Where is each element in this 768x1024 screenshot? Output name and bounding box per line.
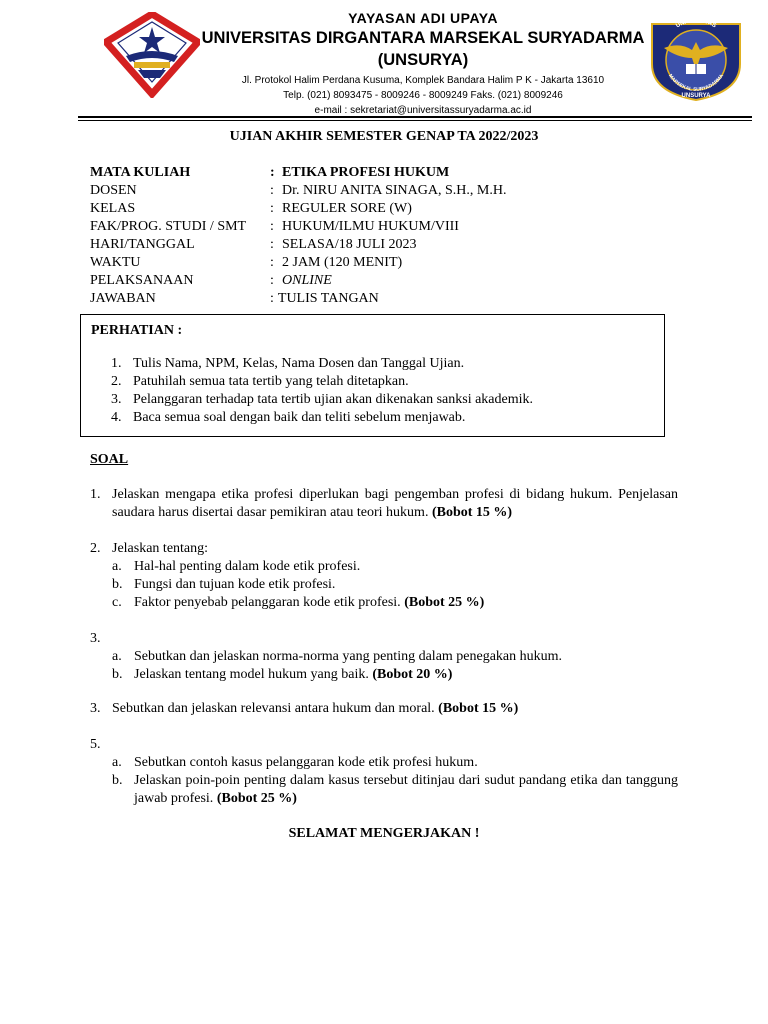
question-weight: (Bobot 15 %) — [438, 701, 519, 716]
question-text: Jelaskan tentang: — [112, 541, 209, 556]
question-text — [112, 700, 678, 718]
sub-question-label: b. — [112, 667, 123, 682]
sub-question-body: Jelaskan poin-poin penting dalam kasus tersebut ditinjau dari sudut pandang etika dan tanggung jawab profesi. — [134, 773, 678, 806]
info-label: KELAS — [90, 201, 136, 216]
question-body: Sebutkan dan jelaskan relevansi antara hukum dan moral. — [112, 701, 439, 716]
notice-item-text: Tulis Nama, NPM, Kelas, Nama Dosen dan Tanggal Ujian. — [133, 356, 465, 371]
university-abbr: (UNSURYA) — [377, 51, 469, 69]
info-label: HARI/TANGGAL — [90, 237, 195, 252]
info-label: JAWABAN — [90, 291, 156, 306]
letterhead-text — [200, 8, 646, 118]
sub-question-label: b. — [112, 577, 123, 592]
logo-yayasan — [104, 12, 200, 98]
sub-question-text — [134, 666, 678, 684]
info-row-answer — [90, 290, 506, 308]
question-5 — [90, 736, 678, 808]
info-value: 2 JAM (120 MENIT) — [282, 255, 403, 270]
email: e-mail : sekretariat@universitassuryadarma.ac.id — [314, 105, 532, 116]
notice-item-number: 3. — [111, 392, 122, 407]
info-label: WAKTU — [90, 255, 141, 270]
question-2 — [90, 540, 678, 612]
sub-question — [112, 648, 678, 666]
info-row-course — [90, 164, 506, 182]
question-weight: (Bobot 20 %) — [372, 667, 453, 682]
info-colon: : — [270, 273, 274, 288]
logo-unsurya — [648, 14, 744, 102]
logo-right-bottom-text: UNSURYA — [681, 93, 711, 99]
question-number: 3. — [90, 631, 101, 646]
sub-question-label: c. — [112, 595, 122, 610]
notice-list — [111, 355, 533, 427]
info-value: SELASA/18 JULI 2023 — [282, 237, 417, 252]
sub-question — [112, 666, 678, 684]
address: Jl. Protokol Halim Perdana Kusuma, Komplek Bandara Halim P K - Jakarta 13610 — [241, 75, 605, 86]
info-colon: : — [270, 255, 274, 270]
notice-item — [111, 409, 533, 427]
info-label: PELAKSANAAN — [90, 273, 194, 288]
questions-heading: SOAL — [90, 452, 129, 467]
question-1 — [90, 486, 678, 522]
sub-question — [112, 594, 678, 612]
sub-question — [112, 576, 678, 594]
sub-question-label: a. — [112, 755, 122, 770]
sub-question — [112, 558, 678, 576]
info-label: FAK/PROG. STUDI / SMT — [90, 219, 247, 234]
sub-question-text — [134, 772, 678, 808]
question-text — [112, 486, 678, 522]
question-number: 1. — [90, 487, 101, 502]
question-3 — [90, 630, 678, 684]
question-number: 3. — [90, 701, 101, 716]
header-rule-thin — [78, 120, 752, 121]
sub-question-label: a. — [112, 649, 122, 664]
info-value: TULIS TANGAN — [277, 291, 379, 306]
info-row-date — [90, 236, 506, 254]
info-colon: : — [270, 219, 274, 234]
info-row-lecturer — [90, 182, 506, 200]
sub-question-body: Faktor penyebab pelanggaran kode etik profesi. — [134, 595, 405, 610]
info-label: MATA KULIAH — [90, 165, 191, 180]
info-row-time — [90, 254, 506, 272]
university-name: UNIVERSITAS DIRGANTARA MARSEKAL SURYADARMA — [201, 29, 645, 47]
sub-question-text: Hal-hal penting dalam kode etik profesi. — [134, 559, 361, 574]
header-rule-thick — [78, 116, 752, 118]
sub-question-label: a. — [112, 559, 122, 574]
info-colon: : — [270, 201, 274, 216]
info-colon: : — [270, 165, 275, 180]
sub-question-label: b. — [112, 773, 123, 788]
notice-heading: PERHATIAN : — [91, 323, 183, 338]
sub-question — [112, 772, 678, 808]
logo-right-top-text: UNIVERSITAS — [675, 17, 717, 30]
question-weight: (Bobot 15 %) — [431, 505, 513, 520]
exam-title: UJIAN AKHIR SEMESTER GENAP TA 2022/2023 — [229, 129, 539, 144]
info-row-mode — [90, 272, 506, 290]
info-label: DOSEN — [90, 183, 137, 198]
notice-item-text: Baca semua soal dengan baik dan teliti sebelum menjawab. — [133, 410, 466, 425]
notice-item-text: Pelanggaran terhadap tata tertib ujian akan dikenakan sanksi akademik. — [133, 392, 534, 407]
sub-question-text: Sebutkan dan jelaskan norma-norma yang penting dalam penegakan hukum. — [134, 649, 563, 664]
question-number: 5. — [90, 737, 101, 752]
notice-item — [111, 373, 533, 391]
info-colon: : — [270, 237, 274, 252]
info-row-faculty — [90, 218, 506, 236]
notice-item-text: Patuhilah semua tata tertib yang telah ditetapkan. — [133, 374, 409, 389]
phone: Telp. (021) 8093475 - 8009246 - 8009249 Faks. (021) 8009246 — [283, 90, 563, 101]
notice-item — [111, 391, 533, 409]
info-value: ONLINE — [282, 273, 332, 288]
notice-item-number: 2. — [111, 374, 122, 389]
info-value: HUKUM/ILMU HUKUM/VIII — [282, 219, 459, 234]
info-colon: : — [270, 291, 274, 306]
info-row-class — [90, 200, 506, 218]
sub-question-body: Jelaskan tentang model hukum yang baik. — [134, 667, 373, 682]
info-colon: : — [270, 183, 274, 198]
foundation-name: YAYASAN ADI UPAYA — [348, 10, 498, 26]
logo-right-mid-text: MARSEKAL SURYADARMA — [666, 73, 726, 93]
sub-question-text — [134, 594, 678, 612]
sub-question-text: Sebutkan contoh kasus pelanggaran kode etik profesi hukum. — [134, 755, 478, 770]
info-value: Dr. NIRU ANITA SINAGA, S.H., M.H. — [282, 183, 507, 198]
notice-item-number: 1. — [111, 356, 122, 371]
info-value: REGULER SORE (W) — [282, 201, 412, 216]
notice-box — [80, 314, 665, 437]
sub-question — [112, 754, 678, 772]
question-weight: (Bobot 25 %) — [216, 791, 297, 806]
notice-item-number: 4. — [111, 410, 122, 425]
question-number: 2. — [90, 541, 101, 556]
question-weight: (Bobot 25 %) — [404, 595, 485, 610]
exam-info — [90, 164, 506, 308]
sub-question-text: Fungsi dan tujuan kode etik profesi. — [134, 577, 336, 592]
closing-text: SELAMAT MENGERJAKAN ! — [288, 826, 480, 841]
question-body: Jelaskan mengapa etika profesi diperlukan bagi pengemban profesi di bidang hukum. Penjelasan saudara harus disertai dasar pemikiran atau teori hukum. — [112, 487, 678, 520]
info-value: ETIKA PROFESI HUKUM — [282, 165, 450, 180]
question-4 — [90, 700, 678, 718]
notice-item — [111, 355, 533, 373]
